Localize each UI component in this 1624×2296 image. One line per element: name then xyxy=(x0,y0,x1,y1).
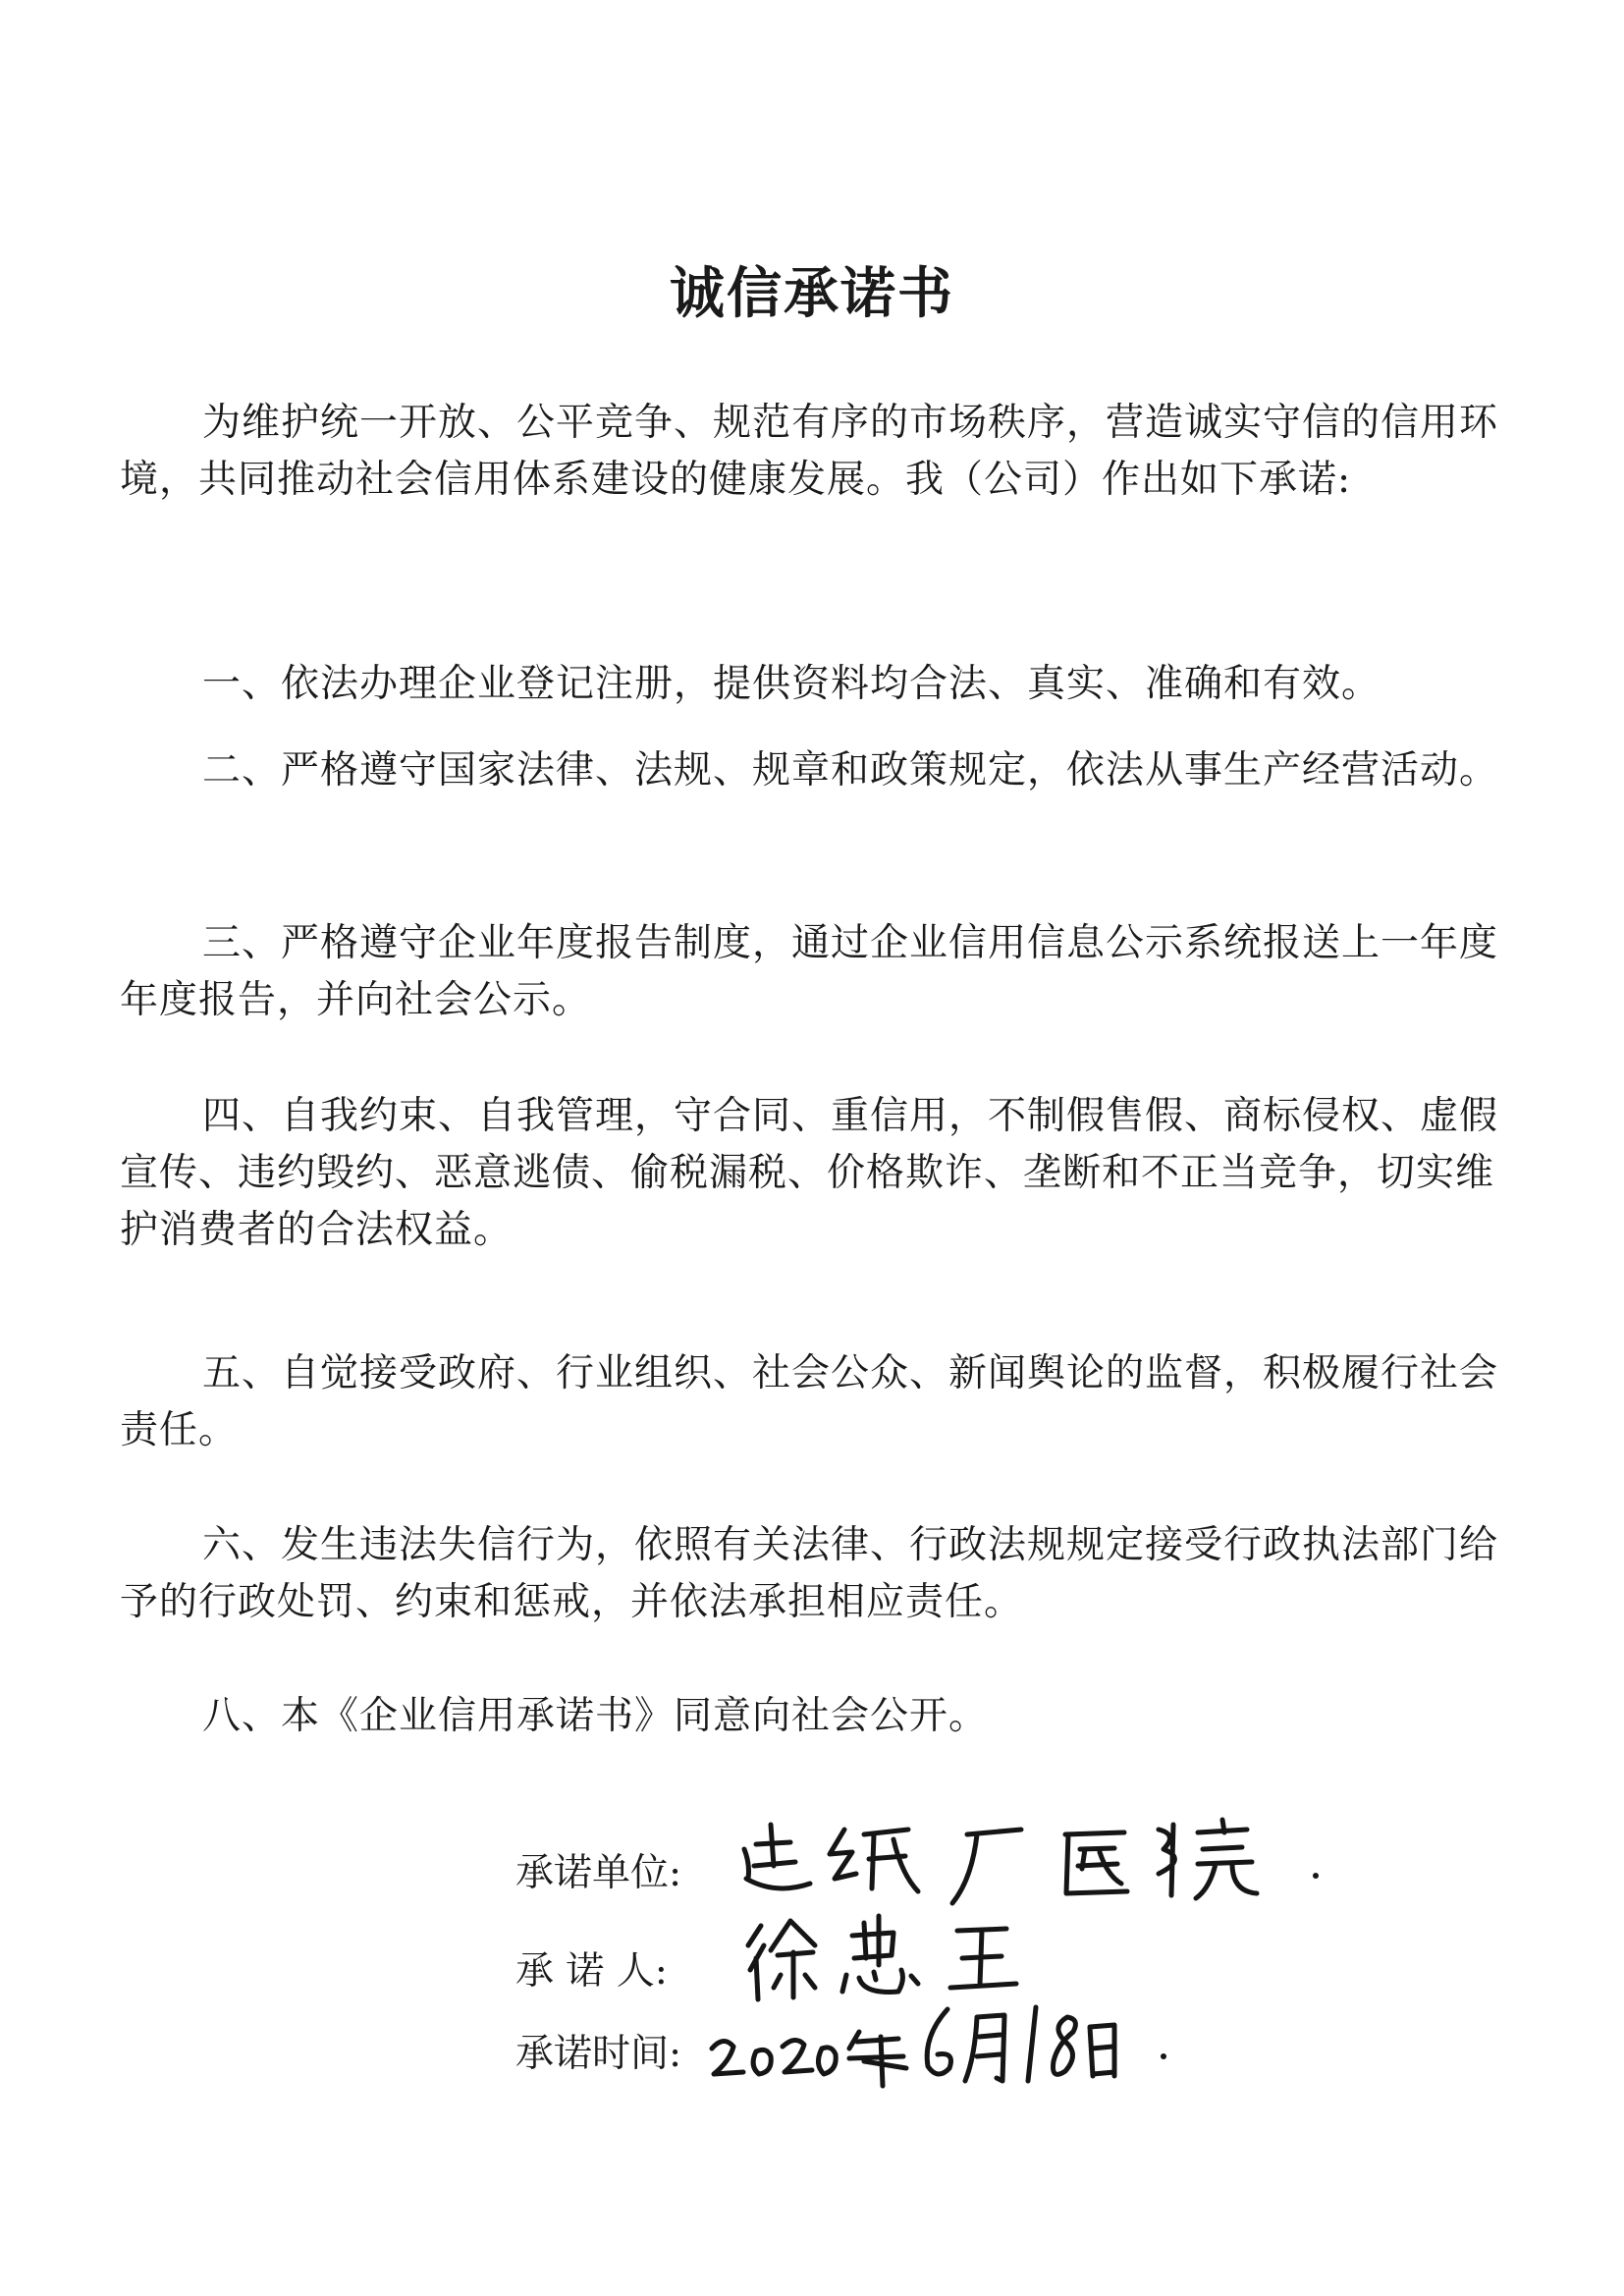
sign-date-label: 承诺时间: xyxy=(515,2032,682,2076)
commitment-item-4: 四、自我约束、自我管理，守合同、重信用，不制假售假、商标侵权、虚假宣传、违约毁约、恶意逃债、偷税漏税、价格欺诈、垄断和不正当竞争，切实维护消费者的合法权益。 xyxy=(120,1094,1499,1252)
commitment-item-8: 八、本《企业信用承诺书》同意向社会公开。 xyxy=(202,1694,989,1738)
commitment-item-3: 三、严格遵守企业年度报告制度，通过企业信用信息公示系统报送上一年度年度报告，并向社会公示。 xyxy=(120,921,1499,1022)
handwritten-unit-signature xyxy=(736,1805,1345,1913)
intro-paragraph: 为维护统一开放、公平竞争、规范有序的市场秩序，营造诚实守信的信用环境，共同推动社会信用体系建设的健康发展。我（公司）作出如下承诺: xyxy=(120,401,1499,502)
commitment-item-5: 五、自觉接受政府、行业组织、社会公众、新闻舆论的监督，积极履行社会责任。 xyxy=(120,1351,1499,1452)
sign-person-label: 承 诺 人: xyxy=(515,1949,668,1994)
sign-date-row xyxy=(515,2005,1203,2084)
handwritten-date xyxy=(702,1988,1173,2096)
commitment-item-2: 二、严格遵守国家法律、法规、规章和政策规定，依法从事生产经营活动。 xyxy=(202,748,1499,793)
document-title: 诚信承诺书 xyxy=(670,262,954,326)
sign-unit-label: 承诺单位: xyxy=(515,1851,682,1895)
sign-unit-row xyxy=(515,1825,1350,1903)
commitment-item-1: 一、依法办理企业登记注册，提供资料均合法、真实、准确和有效。 xyxy=(202,662,1381,706)
commitment-item-6: 六、发生违法失信行为，依照有关法律、行政法规规定接受行政执法部门给予的行政处罚、约束和惩戒，并依法承担相应责任。 xyxy=(120,1523,1499,1624)
